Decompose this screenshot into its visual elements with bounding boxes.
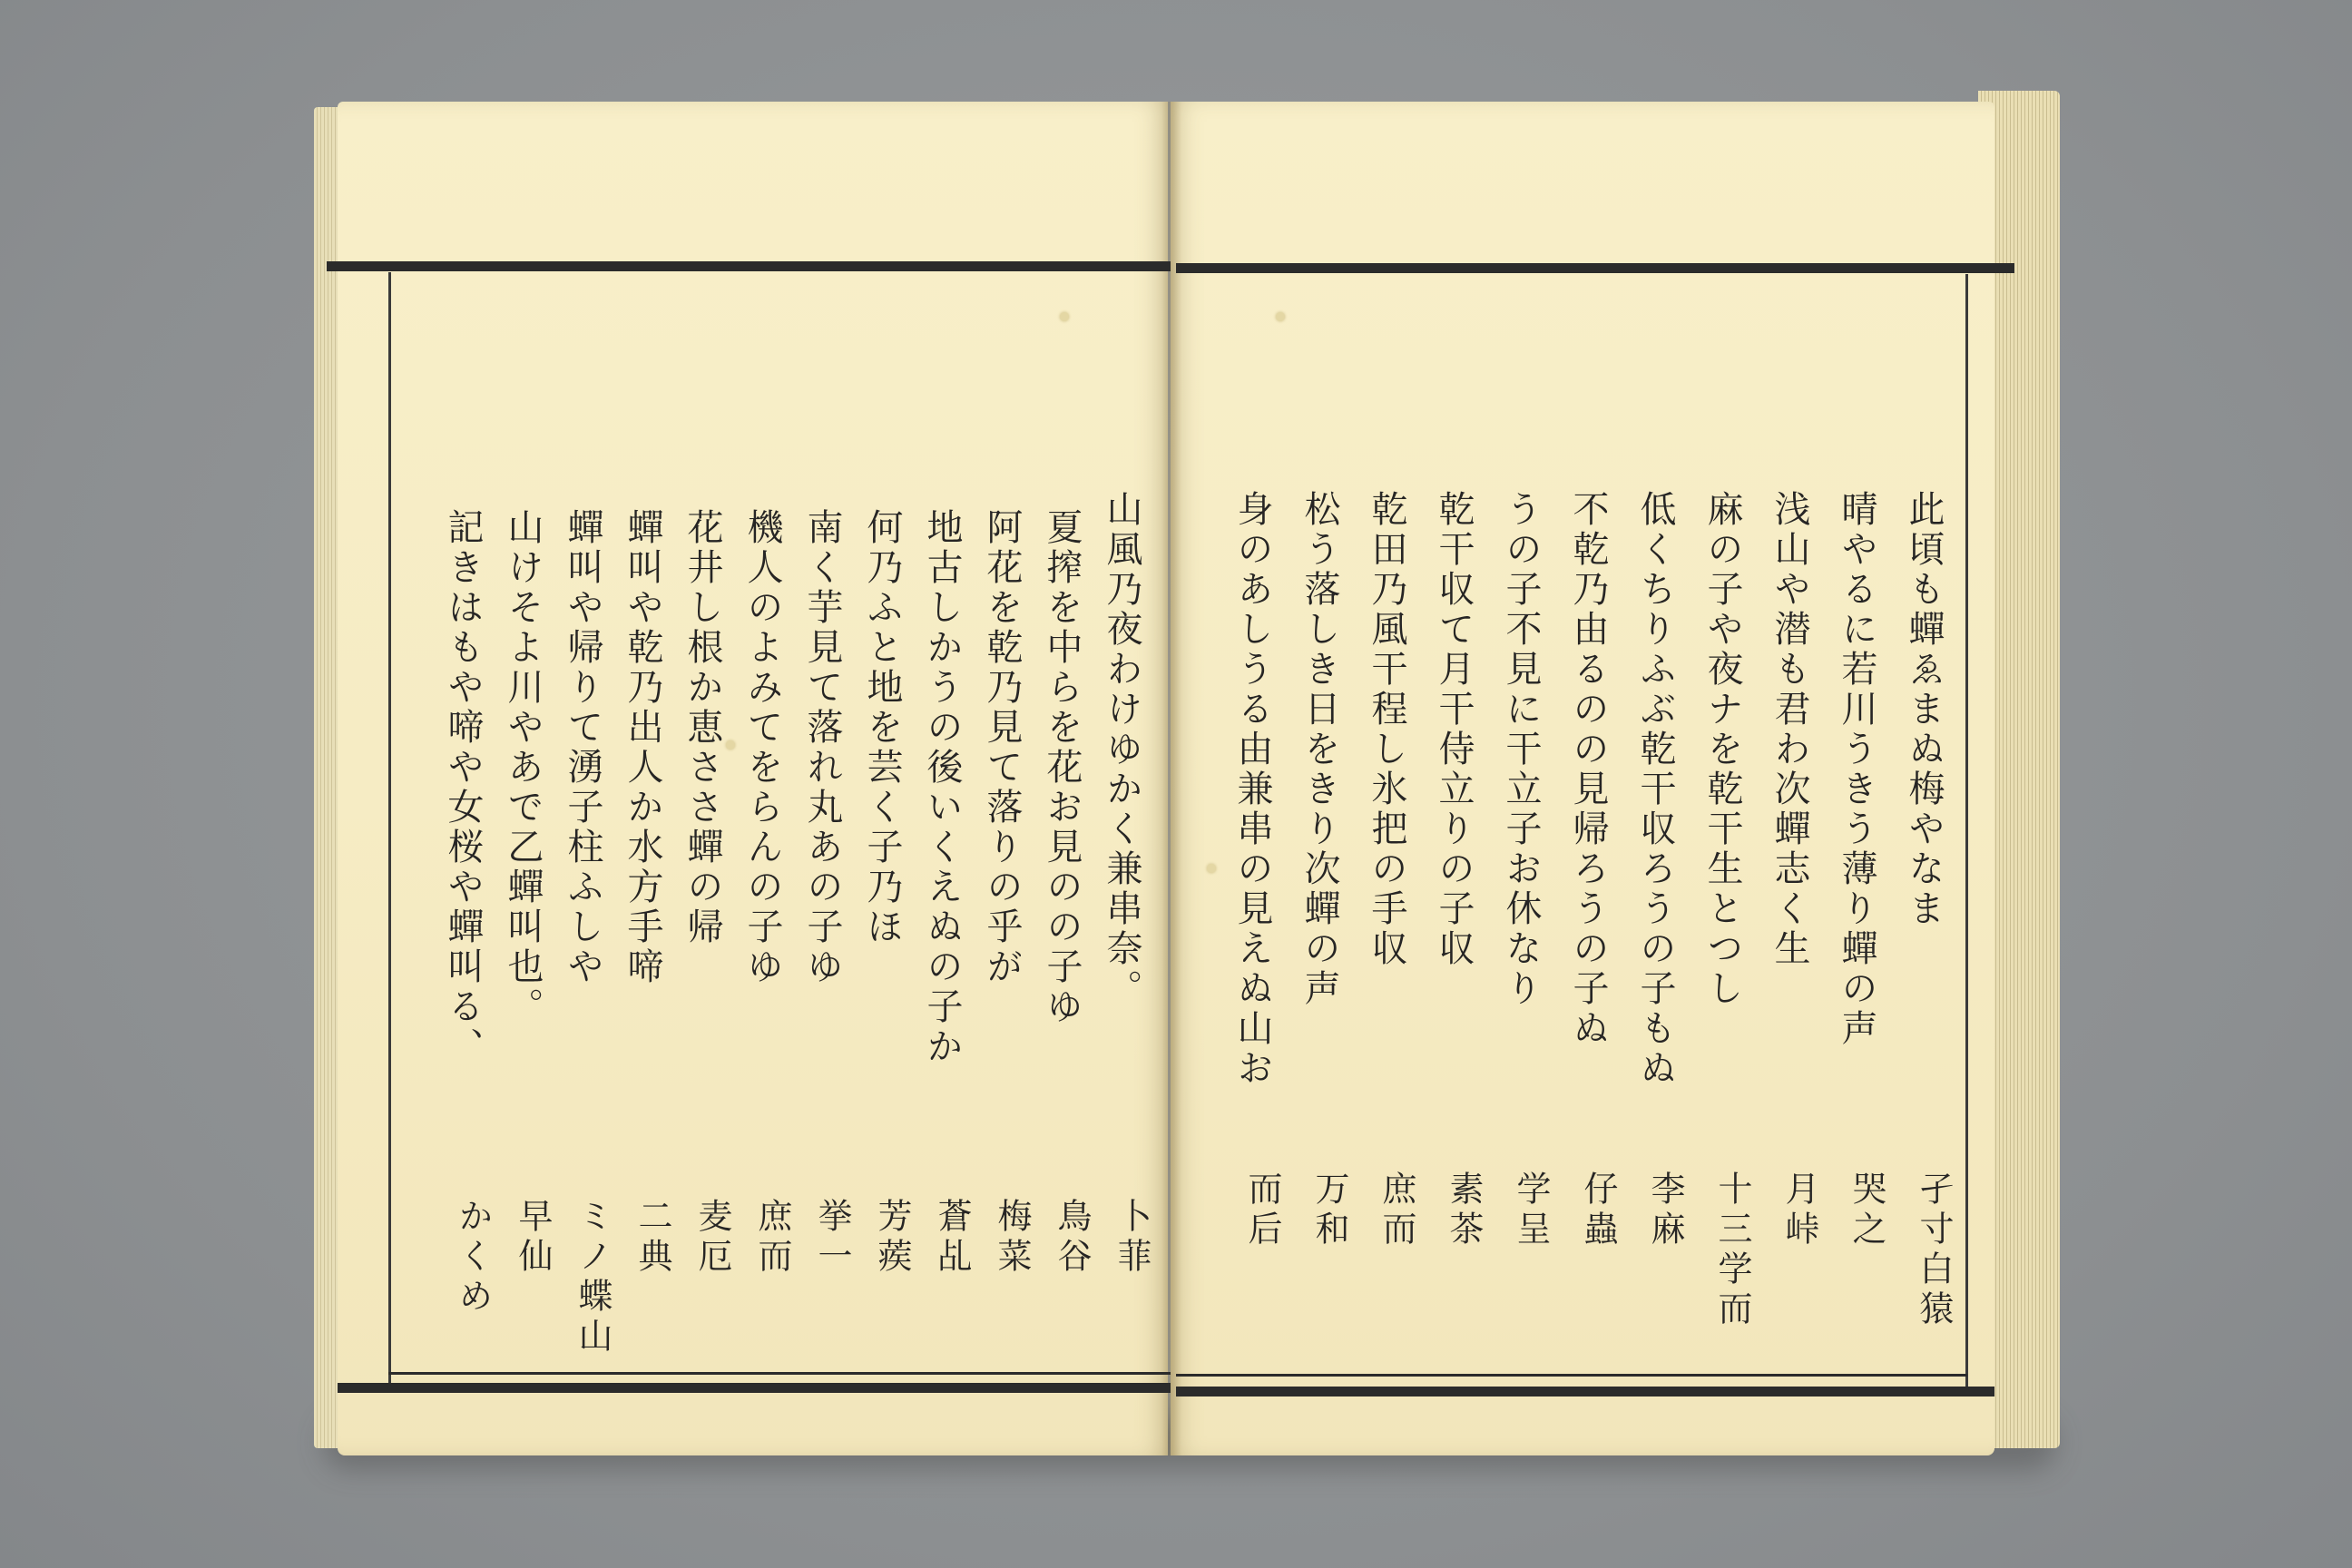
poet-name: 李麻 [1645,1171,1685,1250]
poet-name: 庶而 [1377,1171,1416,1250]
book-gutter [1161,102,1181,1455]
poem-column: 夏搾を中らを花お見のの子ゆ [1041,508,1083,1027]
poet-name: 万和 [1309,1171,1349,1250]
poem-column: 南く芋見て落れ丸あの子ゆ [801,508,843,987]
left-bottom-rule [338,1383,1171,1393]
right-top-rule [1176,263,2014,273]
poem-column: 浅山や潜も君わ次蟬志く生 [1769,490,1810,969]
right-inner-bottom-line [1176,1374,1967,1377]
poem-column: 何乃ふと地を芸く子乃ほ [861,508,903,947]
poet-name: 鳥谷 [1052,1198,1092,1278]
poem-column: 地古しかうの後いくえぬの子か [921,508,963,1067]
poet-name: 二典 [632,1198,672,1278]
poem-column: 山風乃夜わけゆかく兼串奈。 [1101,490,1142,1009]
poet-name: 仔蟲 [1578,1171,1618,1250]
poem-column: 花井し根か恵ささ蟬の帰 [681,508,723,947]
poem-column: 麻の子や夜ナを乾干生とつし [1701,490,1743,1009]
poet-name: 芳蒺 [872,1198,912,1278]
paper-spot [726,740,735,750]
poem-column: 晴やるに若川うきう薄り蟬の声 [1836,490,1877,1049]
poem-column: 機人のよみてをらんの子ゆ [741,508,783,987]
left-top-rule [327,261,1171,271]
poem-column: 記きはもや啼や女桜や蟬叫る、 [442,508,484,1067]
right-bottom-rule [1176,1387,1994,1396]
poet-name: 蒼乩 [932,1198,972,1278]
right-inner-border [1965,274,1968,1387]
poet-name: 十三学而 [1712,1171,1752,1330]
poem-column: 此頃も蟬ゑまぬ梅やなま [1903,490,1945,929]
poet-name: 麦厄 [692,1198,732,1278]
poet-name: 而后 [1242,1171,1282,1250]
poet-name: 素茶 [1444,1171,1484,1250]
poem-column: 乾干収て月干侍立りの子収 [1433,490,1475,969]
poem-column: 蟬叫や乾乃出人か水方手啼 [622,508,663,987]
paper-spot [1060,312,1069,321]
poet-name: 庶而 [752,1198,792,1278]
poet-name: 梅菜 [992,1198,1032,1278]
poet-name: 挙一 [812,1198,852,1278]
poem-column: 不乾乃由るのの見帰ろうの子ぬ [1567,490,1609,1049]
poet-name: かくめ [453,1198,493,1318]
paper-spot [1207,864,1216,873]
poet-name: 早仙 [513,1198,553,1278]
poem-column: 低くちりふぶ乾干収ろうの子もぬ [1634,490,1676,1089]
poem-column: 松う落しき日をきり次蟬の声 [1298,490,1340,1009]
poet-name: 月峠 [1779,1171,1819,1250]
poet-name: ミノ蝶山 [573,1198,612,1357]
poem-column: 蟬叫や帰りて湧子柱ふしや [562,508,603,987]
poem-column: うの子不見に干立子お休なり [1500,490,1542,1009]
poet-name: 哭之 [1847,1171,1886,1250]
paper-spot [1276,312,1285,321]
poem-column: 阿花を乾乃見て落りの乎が [981,508,1023,987]
left-inner-border [388,272,391,1383]
poem-column: 山けそよ川やあで乙蟬叫也。 [502,508,544,1027]
left-inner-bottom-line [388,1372,1171,1375]
poet-name: 学呈 [1511,1171,1551,1250]
poet-name: 卜菲 [1112,1198,1152,1278]
poem-column: 乾田乃風干程し氷把の手収 [1366,490,1407,969]
poet-name: 孑寸白猿 [1914,1171,1954,1330]
poem-column: 身のあしうる由兼串の見えぬ山お [1231,490,1273,1089]
